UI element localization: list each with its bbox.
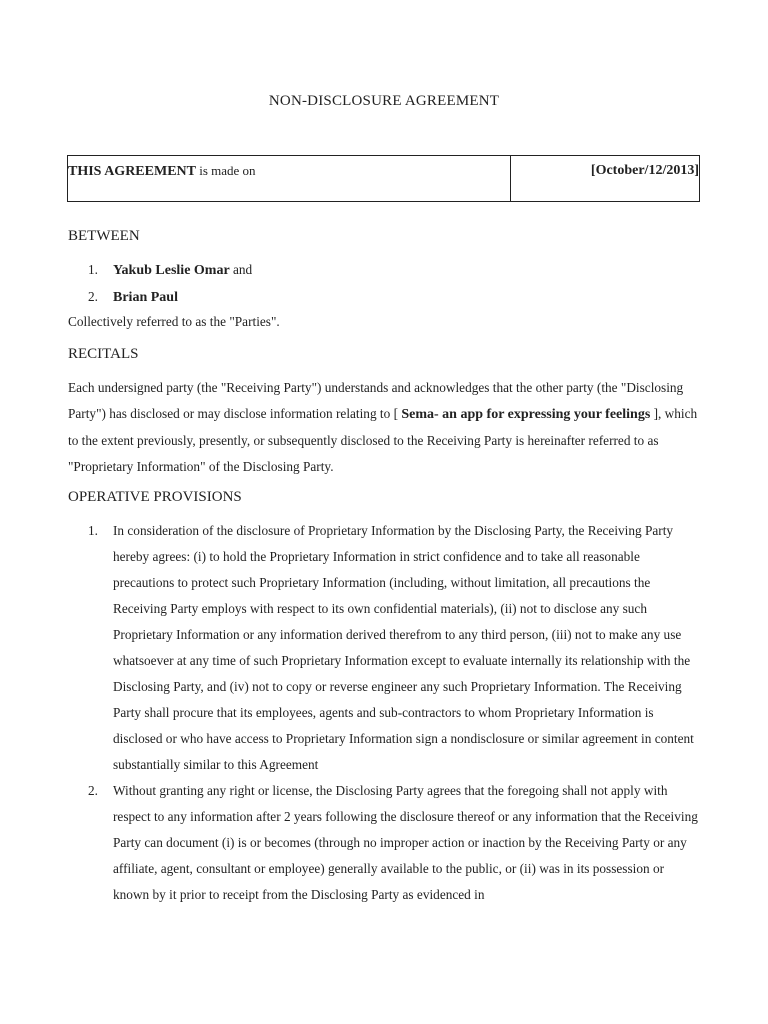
agreement-date-cell: [October/12/2013] bbox=[590, 163, 699, 178]
party-suffix: and bbox=[229, 262, 253, 277]
document-title: NON-DISCLOSURE AGREEMENT bbox=[268, 93, 500, 109]
provision-item bbox=[68, 778, 700, 908]
agreement-lead: THIS AGREEMENT bbox=[68, 164, 196, 179]
operative-provisions-heading: OPERATIVE PROVISIONS bbox=[68, 489, 242, 505]
provision-number: 2. bbox=[88, 783, 98, 798]
party-item bbox=[68, 257, 700, 284]
provision-text: In consideration of the disclosure of Proprietary Information by the Disclosing Party, the Receiving Party hereby agrees: (i) to hold the Proprietary Information in strict confidence and to take all reasonable precautions to protect such Proprietary Information (including, without limitation, all precautions the Receiving Party employs with respect to its own confidential materials), (ii) not to disclose any such Proprietary Information or any information derived therefrom to any third person, (iii) not to make any use whatsoever at any time of such Proprietary Information except to evaluate internally its relationship with the Disclosing Party, and (iv) not to copy or reverse engineer any such Proprietary Information. The Receiving Party shall procure that its employees, agents and sub-contractors to whom Proprietary Information is disclosed or who have access to Proprietary Information sign a nondisclosure or similar agreement in content substantially similar to this Agreement bbox=[113, 523, 694, 772]
agreement-made-on-cell bbox=[68, 156, 511, 201]
made-on-text: is made on bbox=[195, 163, 256, 178]
provision-text: Without granting any right or license, the Disclosing Party agrees that the foregoing shall not apply with respect to any information after 2 years following the disclosure thereof or any information that the Receiving Party can document (i) is or becomes (through no improper action or inaction by the Receiving Party or any affiliate, agent, consultant or employee) generally available to the public, or (ii) was in its possession or known by it prior to receipt from the Disclosing Party as evidenced in bbox=[113, 783, 698, 902]
provision-item bbox=[68, 518, 700, 778]
party-item bbox=[68, 284, 700, 311]
party-name: Yakub Leslie Omar bbox=[113, 263, 230, 278]
recitals-paragraph bbox=[68, 375, 700, 480]
between-heading: BETWEEN bbox=[68, 228, 140, 244]
party-number: 2. bbox=[88, 289, 98, 304]
recitals-text-after: ], which to the extent previously, presently, or subsequently disclosed to the Receiving Party is hereinafter referred to as "Proprietary Information" of the Disclosing Party. bbox=[68, 406, 698, 474]
party-name: Brian Paul bbox=[113, 290, 178, 305]
party-number: 1. bbox=[88, 262, 98, 277]
parties-list bbox=[68, 257, 700, 311]
operative-provisions-list bbox=[68, 518, 700, 908]
parties-collective-text: Collectively referred to as the "Parties". bbox=[68, 314, 280, 329]
project-subject: Sema- an app for expressing your feelings bbox=[401, 407, 651, 422]
provision-number: 1. bbox=[88, 523, 98, 538]
recitals-heading: RECITALS bbox=[68, 346, 139, 362]
recitals-text-before: Each undersigned party (the "Receiving Party") understands and acknowledges that the other party (the "Disclosing Party") has disclosed or may disclose information relating to [ bbox=[68, 380, 684, 421]
agreement-date-table bbox=[67, 155, 700, 202]
